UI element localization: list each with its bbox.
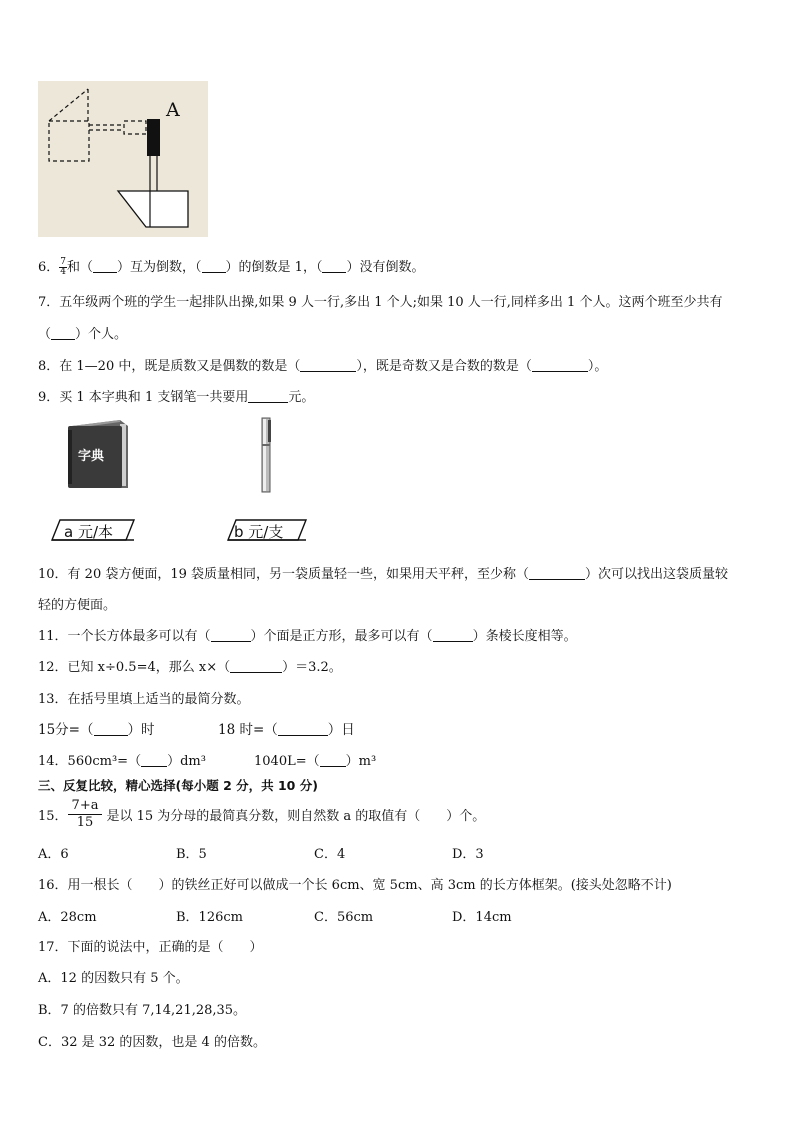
answer-blank[interactable] xyxy=(532,359,588,372)
question-15: 15． $\frac{7+a}{15}$ 是以 15 为分母的最简真分数，则自然数 a 的取值有（ ）个。 xyxy=(38,798,486,830)
answer-blank[interactable] xyxy=(202,260,226,273)
pen-image xyxy=(258,416,274,494)
question-14-item-b: 1040L=（ ）m³ xyxy=(254,754,377,769)
answer-blank[interactable] xyxy=(51,327,75,340)
answer-blank[interactable] xyxy=(141,754,167,767)
option-d[interactable]: D．14cm xyxy=(452,910,512,925)
option-a[interactable]: A．6 xyxy=(38,847,69,862)
section-3-heading: 三、反复比较，精心选择(每小题 2 分，共 10 分) xyxy=(38,778,318,793)
option-b[interactable]: B．126cm xyxy=(176,910,243,925)
question-12: 12．已知 x÷0.5=4，那么 x×（ ）＝3.2。 xyxy=(38,660,342,675)
option-a[interactable]: A．12 的因数只有 5 个。 xyxy=(38,971,189,986)
option-b[interactable]: B．5 xyxy=(176,847,207,862)
question-13-item-b: 18 时=（ ）日 xyxy=(218,722,355,738)
answer-blank[interactable] xyxy=(300,359,356,372)
question-13-item-a: 15分=（ ）时 xyxy=(38,722,155,738)
option-c[interactable]: C．4 xyxy=(314,847,346,862)
book-price-tag: a 元/本 xyxy=(50,518,136,542)
answer-blank[interactable] xyxy=(320,754,346,767)
option-c[interactable]: C．56cm xyxy=(314,910,374,925)
fraction: $\frac{7}{4}$ xyxy=(60,257,67,277)
answer-blank[interactable] xyxy=(93,260,117,273)
question-14-item-a: 14．560cm³=（ ）dm³ xyxy=(38,754,206,769)
question-10-line1: 10．有 20 袋方便面，19 袋质量相同，另一袋质量轻一些，如果用天平秤，至少称（ ）次可以找出这袋质量较 xyxy=(38,567,729,582)
book-title: 字典 xyxy=(78,449,105,464)
question-17: 17．下面的说法中，正确的是（ ） xyxy=(38,940,263,955)
point-label-a: A xyxy=(166,99,180,121)
fraction: $\frac{7+a}{15}$ xyxy=(68,798,103,831)
answer-blank[interactable] xyxy=(94,723,128,736)
answer-blank[interactable] xyxy=(322,260,346,273)
answer-blank[interactable] xyxy=(278,723,328,736)
option-a[interactable]: A．28cm xyxy=(38,910,97,925)
pen-price-tag: b 元/支 xyxy=(226,518,308,542)
question-16: 16．用一根长（ ）的铁丝正好可以做成一个长 6cm、宽 5cm、高 3cm 的长方体框架。(接头处忽略不计) xyxy=(38,878,672,893)
question-11: 11．一个长方体最多可以有（ ）个面是正方形，最多可以有（ ）条棱长度相等。 xyxy=(38,629,577,644)
answer-blank[interactable] xyxy=(433,629,473,642)
question-7-line2: （ ）个人。 xyxy=(38,327,128,342)
option-d[interactable]: D．3 xyxy=(452,847,484,862)
question-6: 6． $\frac{7}{4}$ 和（ ）互为倒数，（ ）的倒数是 1，（ ）没有倒数。 xyxy=(38,257,425,277)
figure-crane xyxy=(38,81,208,237)
question-13: 13．在括号里填上适当的最简分数。 xyxy=(38,692,250,707)
answer-blank[interactable] xyxy=(230,660,282,673)
answer-blank[interactable] xyxy=(248,390,288,403)
option-b[interactable]: B．7 的倍数只有 7,14,21,28,35。 xyxy=(38,1003,247,1018)
question-10-line2: 轻的方便面。 xyxy=(38,598,117,613)
question-8: 8．在 1—20 中，既是质数又是偶数的数是（ ），既是奇数又是合数的数是（ ）。 xyxy=(38,359,608,374)
crane-diagram xyxy=(38,81,208,237)
dictionary-image xyxy=(66,420,130,490)
question-7-line1: 7．五年级两个班的学生一起排队出操,如果 9 人一行,多出 1 个人;如果 10 人一行,同样多出 1 个人。这两个班至少共有 xyxy=(38,295,723,310)
option-c[interactable]: C．32 是 32 的因数，也是 4 的倍数。 xyxy=(38,1035,266,1050)
answer-blank[interactable] xyxy=(529,567,585,580)
answer-blank[interactable] xyxy=(211,629,251,642)
question-9: 9．买 1 本字典和 1 支钢笔一共要用 元。 xyxy=(38,390,315,405)
